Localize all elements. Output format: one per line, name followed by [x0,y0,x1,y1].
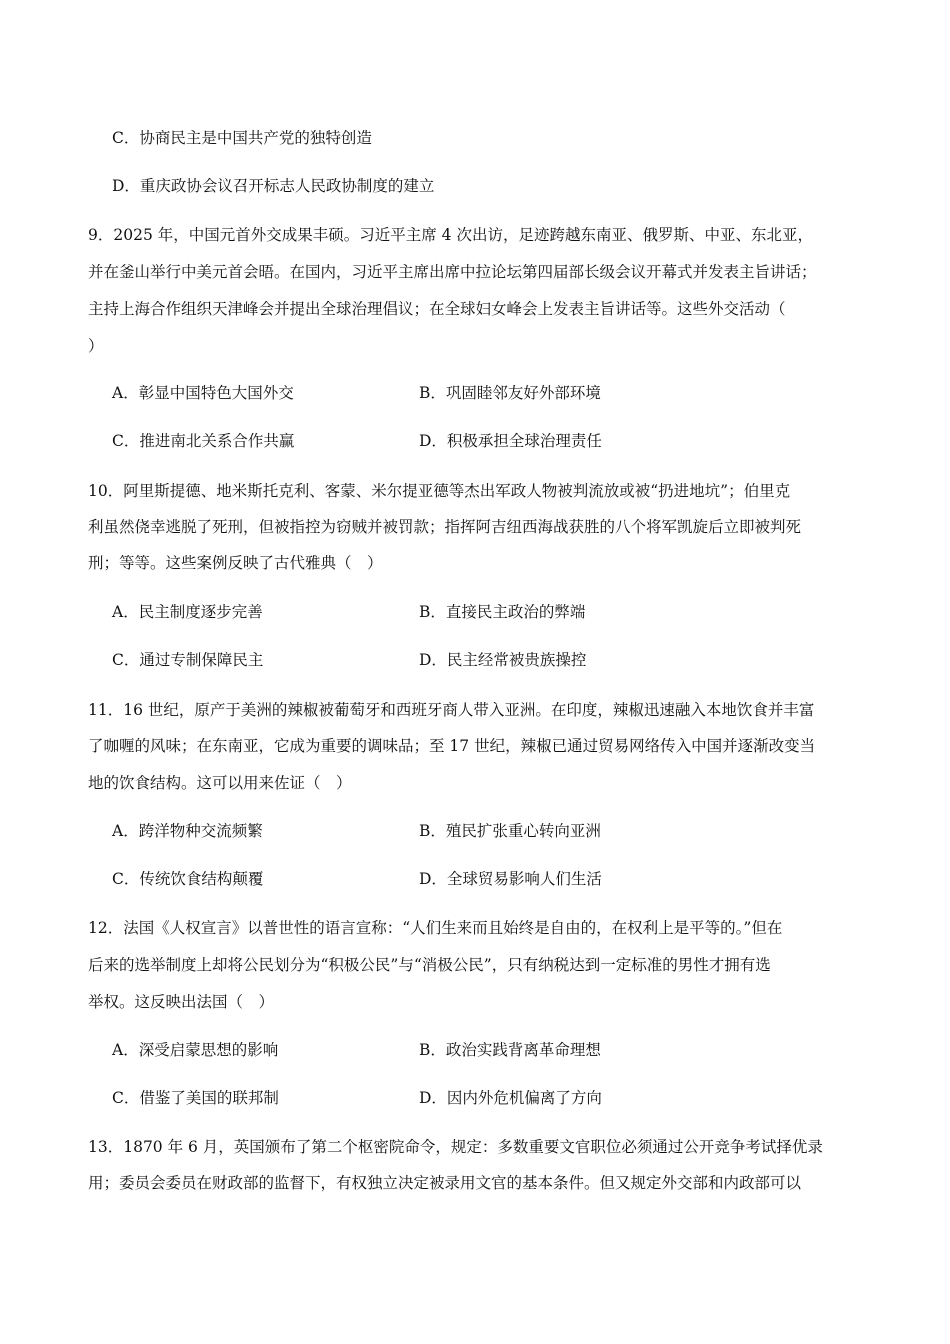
question-13-line-1: 13．1870 年 6 月，英国颁布了第二个枢密院命令，规定：多数重要文官职位必须通过公开竞争考试择优录 [88,1138,823,1156]
question-11-line-2: 了咖喱的风味；在东南亚，它成为重要的调味品；至 17 世纪，辣椒已通过贸易网络传入中国并逐渐改变当 [88,737,816,755]
q9-option-b[interactable]: B．巩固睦邻友好外部环境 [419,384,601,402]
q9-option-c[interactable]: C．推进南北关系合作共赢 [112,432,295,450]
question-12-line-1: 12．法国《人权宣言》以普世性的语言宣称：“人们生来而且始终是自由的，在权利上是平等的。”但在 [88,919,783,937]
question-9-line-1: 9．2025 年，中国元首外交成果丰硕。习近平主席 4 次出访，足迹跨越东南亚、俄罗斯、中亚、东北亚， [88,226,813,244]
q10-option-a[interactable]: A．民主制度逐步完善 [112,603,263,621]
question-12-line-2: 后来的选举制度上却将公民划分为“积极公民”与“消极公民”，只有纳税达到一定标准的男性才拥有选 [88,956,771,974]
question-10-line-1: 10．阿里斯提德、地米斯托克利、客蒙、米尔提亚德等杰出军政人物被判流放或被“扔进地坑”；伯里克 [88,482,791,500]
q11-option-c[interactable]: C．传统饮食结构颠覆 [112,870,264,888]
question-11-line-3: 地的饮食结构。这可以用来佐证（ ） [88,774,352,792]
question-10-line-2: 利虽然侥幸逃脱了死刑，但被指控为窃贼并被罚款；指挥阿吉纽西海战获胜的八个将军凯旋后立即被判死 [88,518,802,536]
question-12-line-3: 举权。这反映出法国（ ） [88,993,275,1011]
question-10-line-3: 刑；等等。这些案例反映了古代雅典（ ） [88,554,383,572]
q10-option-b[interactable]: B．直接民主政治的弊端 [419,603,586,621]
question-9-line-4: ） [88,337,104,355]
question-9-line-3: 主持上海合作组织天津峰会并提出全球治理倡议；在全球妇女峰会上发表主旨讲话等。这些外交活动（ [88,300,786,318]
q12-option-c[interactable]: C．借鉴了美国的联邦制 [112,1089,279,1107]
q12-option-d[interactable]: D．因内外危机偏离了方向 [419,1089,602,1107]
q8-option-c: C．协商民主是中国共产党的独特创造 [112,129,372,147]
question-11-line-1: 11．16 世纪，原产于美洲的辣椒被葡萄牙和西班牙商人带入亚洲。在印度，辣椒迅速融入本地饮食并丰富 [88,701,815,719]
q11-option-a[interactable]: A．跨洋物种交流频繁 [112,822,263,840]
q10-option-c[interactable]: C．通过专制保障民主 [112,651,264,669]
q9-option-d[interactable]: D．积极承担全球治理责任 [419,432,602,450]
q11-option-b[interactable]: B．殖民扩张重心转向亚洲 [419,822,601,840]
q9-option-a[interactable]: A．彰显中国特色大国外交 [112,384,294,402]
q8-option-d: D．重庆政协会议召开标志人民政协制度的建立 [112,177,435,195]
q12-option-b[interactable]: B．政治实践背离革命理想 [419,1041,601,1059]
question-9-line-2: 并在釜山举行中美元首会晤。在国内，习近平主席出席中拉论坛第四届部长级会议开幕式并发表主旨讲话； [88,263,817,281]
question-13-line-2: 用；委员会委员在财政部的监督下，有权独立决定被录用文官的基本条件。但又规定外交部和内政部可以 [88,1174,802,1192]
q11-option-d[interactable]: D．全球贸易影响人们生活 [419,870,602,888]
q12-option-a[interactable]: A．深受启蒙思想的影响 [112,1041,279,1059]
q10-option-d[interactable]: D．民主经常被贵族操控 [419,651,587,669]
